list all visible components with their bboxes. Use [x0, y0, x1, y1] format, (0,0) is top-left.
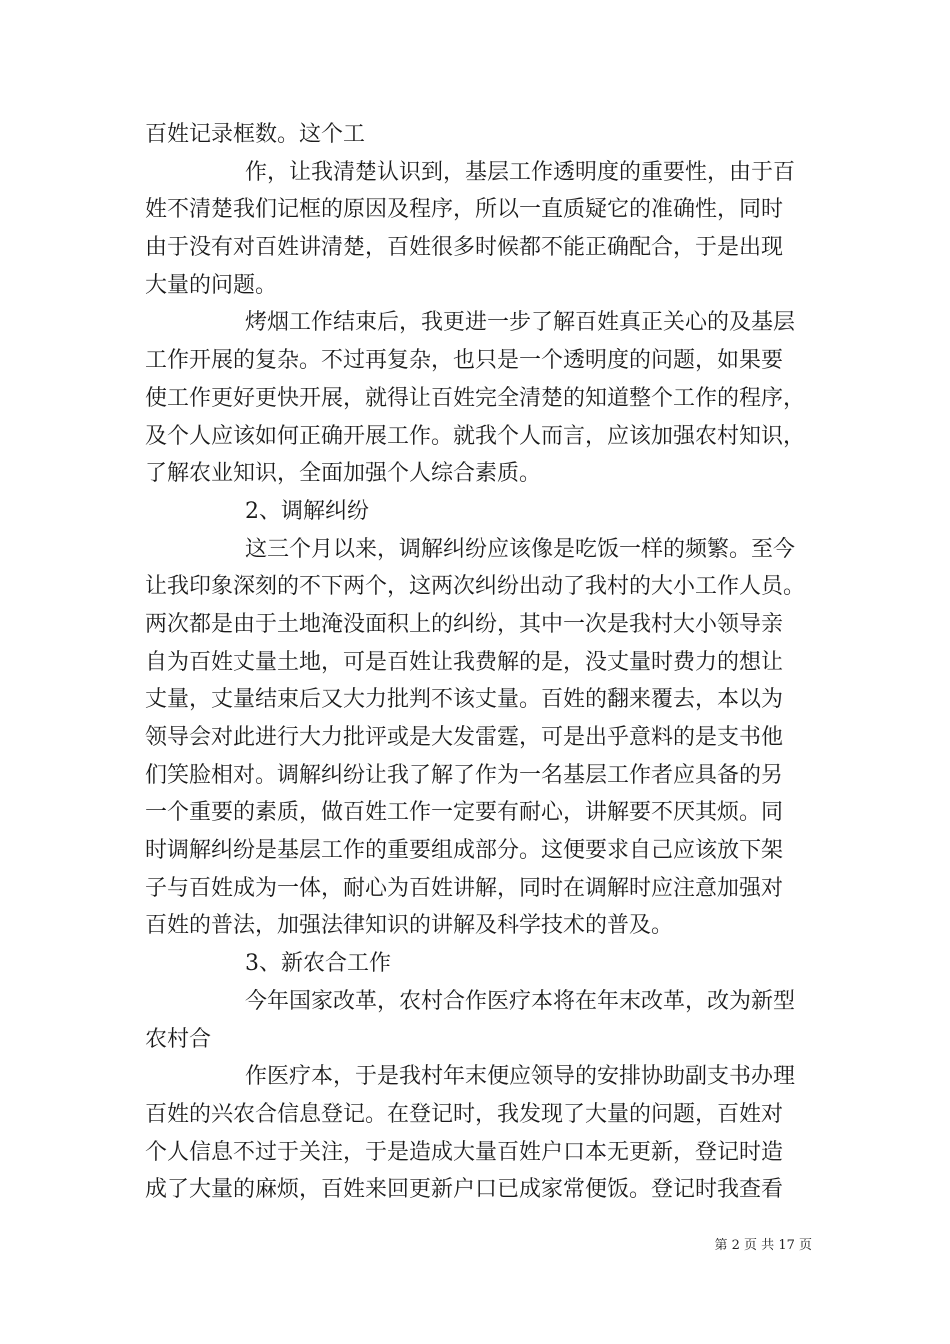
text-line: 农村合	[145, 1026, 212, 1052]
text-line: 们笑脸相对。调解纠纷让我了解了作为一名基层工作者应具备的另	[145, 762, 784, 788]
text-line: 子与百姓成为一体，耐心为百姓讲解，同时在调解时应注意加强对	[145, 875, 784, 901]
text-line: 时调解纠纷是基层工作的重要组成部分。这便要求自己应该放下架	[145, 838, 784, 864]
text-line: 工作开展的复杂。不过再复杂，也只是一个透明度的问题，如果要	[145, 348, 784, 374]
text-line: 一个重要的素质，做百姓工作一定要有耐心，讲解要不厌其烦。同	[145, 800, 784, 826]
text-line: 今年国家改革，农村合作医疗本将在年末改革，改为新型	[245, 988, 796, 1014]
text-line: 了解农业知识，全面加强个人综合素质。	[145, 461, 542, 487]
text-line: 个人信息不过于关注，于是造成大量百姓户口本无更新，登记时造	[145, 1139, 784, 1165]
text-line: 两次都是由于土地淹没面积上的纠纷，其中一次是我村大小领导亲	[145, 611, 784, 637]
text-line: 让我印象深刻的不下两个，这两次纠纷出动了我村的大小工作人员。	[145, 574, 806, 600]
text-line: 这三个月以来，调解纠纷应该像是吃饭一样的频繁。至今	[245, 536, 796, 562]
text-line: 烤烟工作结束后，我更进一步了解百姓真正关心的及基层	[245, 310, 796, 336]
text-line: 3、新农合工作	[245, 951, 391, 977]
body-text	[145, 116, 811, 1209]
text-line: 姓不清楚我们记框的原因及程序，所以一直质疑它的准确性，同时	[145, 197, 784, 223]
text-line: 丈量，丈量结束后又大力批判不该丈量。百姓的翻来覆去，本以为	[145, 687, 784, 713]
text-line: 2、调解纠纷	[245, 498, 369, 524]
page-footer: 第 2 页 共 17 页	[714, 1238, 812, 1253]
text-line: 作，让我清楚认识到，基层工作透明度的重要性，由于百	[245, 159, 796, 185]
text-line: 大量的问题。	[145, 272, 278, 298]
text-line: 及个人应该如何正确开展工作。就我个人而言，应该加强农村知识，	[145, 423, 806, 449]
text-line: 自为百姓丈量土地，可是百姓让我费解的是，没丈量时费力的想让	[145, 649, 784, 675]
text-line: 由于没有对百姓讲清楚，百姓很多时候都不能正确配合，于是出现	[145, 235, 784, 261]
text-line: 百姓的普法，加强法律知识的讲解及科学技术的普及。	[145, 913, 674, 939]
text-line: 作医疗本，于是我村年末便应领导的安排协助副支书办理	[245, 1064, 796, 1090]
text-line: 使工作更好更快开展，就得让百姓完全清楚的知道整个工作的程序，	[145, 385, 806, 411]
text-line: 百姓的兴农合信息登记。在登记时，我发现了大量的问题，百姓对	[145, 1101, 784, 1127]
text-line: 领导会对此进行大力批评或是大发雷霆，可是出乎意料的是支书他	[145, 725, 784, 750]
text-line: 成了大量的麻烦，百姓来回更新户口已成家常便饭。登记时我查看	[145, 1177, 784, 1203]
text-line: 百姓记录框数。这个工	[145, 122, 366, 147]
